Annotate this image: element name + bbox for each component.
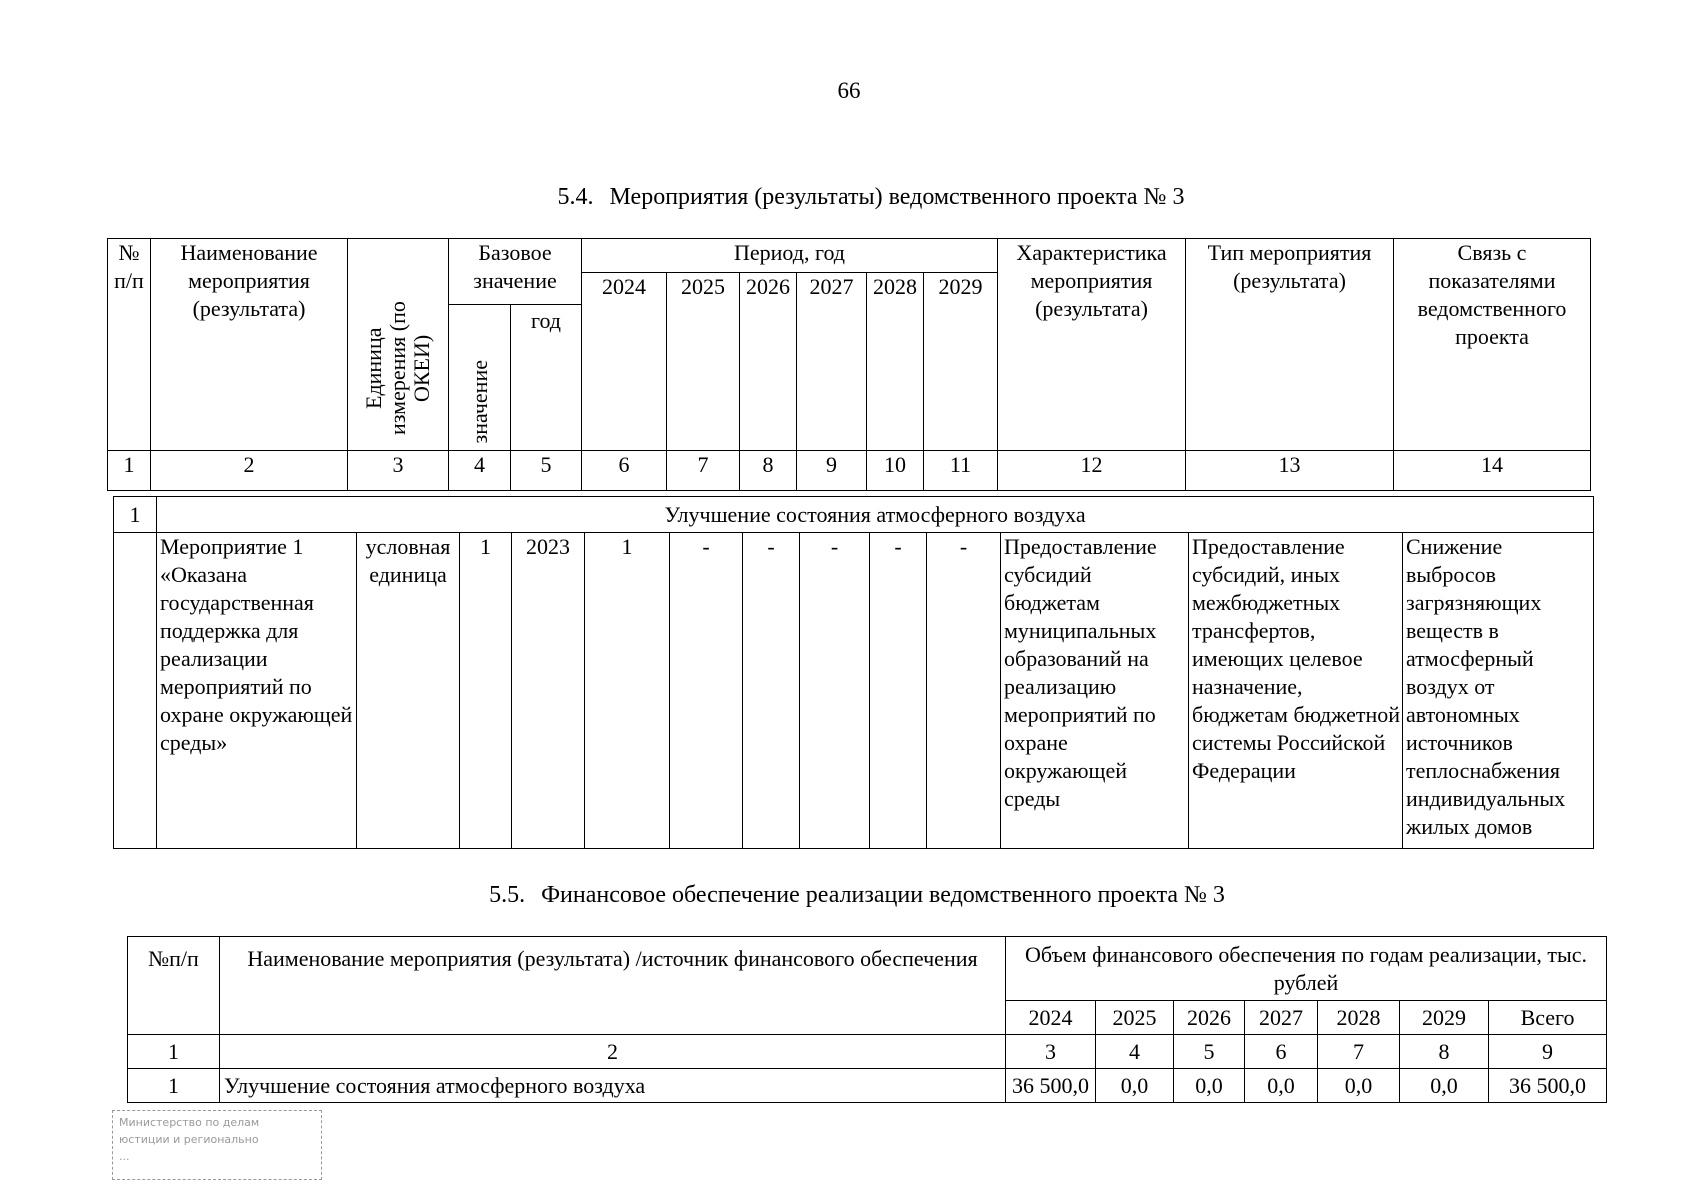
column-number: 7 [667, 451, 740, 491]
fin-row-value: 0,0 [1400, 1069, 1489, 1103]
header-base-year: год [511, 305, 582, 451]
row-name: Мероприятие 1 «Оказана государственная поддержка для реализации мероприятий по охране окружающей среды» [157, 533, 357, 849]
column-number: 6 [582, 451, 667, 491]
column-number: 1 [108, 451, 151, 491]
fin-header-year: 2024 [1006, 1001, 1096, 1035]
column-number: 9 [1489, 1035, 1607, 1069]
activities-table-header [107, 238, 1591, 491]
fin-header-volume: Объем финансового обеспечения по годам реализации, тыс. рублей [1006, 937, 1607, 1001]
column-number: 8 [740, 451, 797, 491]
section-number: 5.4. [557, 184, 594, 210]
header-year: 2024 [582, 273, 667, 451]
fin-row-value: 0,0 [1096, 1069, 1174, 1103]
column-number: 5 [1174, 1035, 1245, 1069]
column-number: 2 [220, 1035, 1006, 1069]
fin-header-year: 2027 [1245, 1001, 1318, 1035]
table-row [128, 1069, 1607, 1103]
fin-row-num: 1 [128, 1069, 220, 1103]
row-type: Предоставление субсидий, иных межбюджетных трансфертов, имеющих целевое назначение, бюджетам бюджетной системы Российской Федерации [1189, 533, 1403, 849]
header-unit [348, 239, 449, 451]
financing-table [127, 936, 1607, 1103]
row-value-2028: - [870, 533, 927, 849]
fin-row-name: Улучшение состояния атмосферного воздуха [220, 1069, 1006, 1103]
stamp-line: ... [119, 1150, 130, 1163]
fin-header-year: 2029 [1400, 1001, 1489, 1035]
row-value-2029: - [927, 533, 1001, 849]
header-year: 2027 [797, 273, 867, 451]
header-name: Наименование мероприятия (результата) [151, 239, 348, 451]
header-period: Период, год [582, 239, 998, 273]
header-base-value-text: значение [466, 359, 492, 443]
column-number: 7 [1318, 1035, 1400, 1069]
group-row [114, 497, 1594, 533]
column-number: 8 [1400, 1035, 1489, 1069]
fin-row-value: 0,0 [1174, 1069, 1245, 1103]
group-title: Улучшение состояния атмосферного воздуха [157, 497, 1594, 533]
header-base-value [449, 305, 511, 451]
column-number: 6 [1245, 1035, 1318, 1069]
row-unit: условная единица [357, 533, 460, 849]
header-link: Связь с показателями ведомственного проекта [1394, 239, 1591, 451]
stamp-line: Министерство по делам [119, 1116, 260, 1129]
activities-table-body [113, 496, 1594, 849]
column-number: 3 [1006, 1035, 1096, 1069]
group-num: 1 [114, 497, 157, 533]
header-year: 2028 [867, 273, 924, 451]
column-number: 2 [151, 451, 348, 491]
header-unit-text: Единица измерения (по ОКЕИ) [361, 301, 434, 435]
fin-row-value: 36 500,0 [1006, 1069, 1096, 1103]
column-numbers-row [108, 451, 1591, 491]
registration-stamp [112, 1110, 322, 1180]
fin-column-numbers-row [128, 1035, 1607, 1069]
column-number: 10 [867, 451, 924, 491]
column-number: 5 [511, 451, 582, 491]
column-number: 11 [924, 451, 998, 491]
header-type: Тип мероприятия (результата) [1186, 239, 1394, 451]
page-number: 66 [837, 78, 861, 103]
row-base-year: 2023 [512, 533, 585, 849]
column-number: 3 [348, 451, 449, 491]
row-value-2024: 1 [585, 533, 670, 849]
fin-row-total: 36 500,0 [1489, 1069, 1607, 1103]
section-title-text: Финансовое обеспечение реализации ведомственного проекта № 3 [541, 882, 1225, 908]
column-number: 9 [797, 451, 867, 491]
header-num: № п/п [108, 239, 151, 451]
fin-header-total: Всего [1489, 1001, 1607, 1035]
row-value-2027: - [800, 533, 870, 849]
table-row [114, 533, 1594, 849]
column-number: 4 [1096, 1035, 1174, 1069]
row-link: Снижение выбросов загрязняющих веществ в атмосферный воздух от автономных источников теплоснабжения индивидуальных жилых домов [1403, 533, 1594, 849]
stamp-line: юстиции и регионально [119, 1133, 259, 1146]
section-title-5-4 [0, 184, 1698, 211]
column-number: 13 [1186, 451, 1394, 491]
fin-header-year: 2026 [1174, 1001, 1245, 1035]
column-number: 1 [128, 1035, 220, 1069]
row-base-value: 1 [460, 533, 512, 849]
fin-header-name: Наименование мероприятия (результата) /источник финансового обеспечения [220, 937, 1006, 1035]
header-base: Базовое значение [449, 239, 582, 305]
column-number: 4 [449, 451, 511, 491]
row-num-empty [114, 533, 157, 849]
header-characteristic: Характеристика мероприятия (результата) [998, 239, 1186, 451]
fin-row-value: 0,0 [1318, 1069, 1400, 1103]
column-number: 12 [998, 451, 1186, 491]
section-number: 5.5. [489, 882, 526, 908]
fin-row-value: 0,0 [1245, 1069, 1318, 1103]
fin-header-year: 2028 [1318, 1001, 1400, 1035]
fin-header-year: 2025 [1096, 1001, 1174, 1035]
header-year: 2029 [924, 273, 998, 451]
section-title-text: Мероприятия (результаты) ведомственного проекта № 3 [609, 184, 1185, 210]
header-year: 2026 [740, 273, 797, 451]
row-characteristic: Предоставление субсидий бюджетам муниципальных образований на реализацию мероприятий по охране окружающей среды [1001, 533, 1189, 849]
section-title-5-5 [0, 882, 1698, 909]
row-value-2026: - [743, 533, 800, 849]
header-year: 2025 [667, 273, 740, 451]
column-number: 14 [1394, 451, 1591, 491]
fin-header-num: №п/п [128, 937, 220, 1035]
row-value-2025: - [670, 533, 743, 849]
